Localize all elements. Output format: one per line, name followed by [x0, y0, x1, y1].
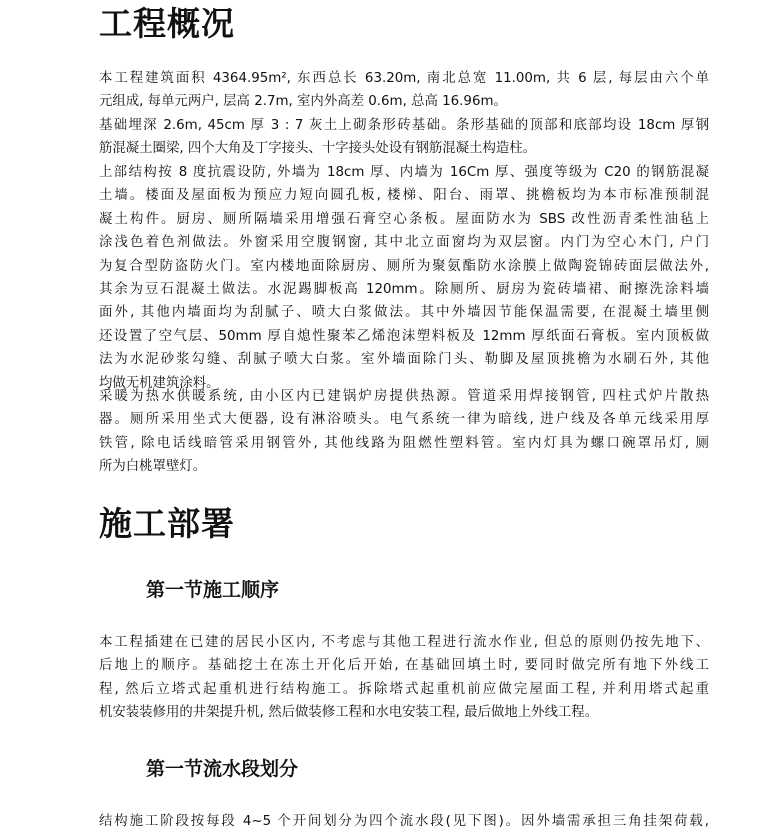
paragraph-sequence [99, 631, 709, 725]
text-line: 本工程插建在已建的居民小区内, 不考虑与其他工程进行流水作业, 但总的原则仍按先地下、 [99, 635, 709, 650]
text-line: 基础埋深 2.6m, 45cm 厚 3 : 7 灰土上砌条形砖基础。条形基础的顶部和底部均设 18cm 厚钢 [99, 118, 709, 133]
text-line: 采暖为热水供暖系统, 由小区内已建锅炉房提供热源。管道采用焊接钢管, 四柱式炉片散热 [99, 389, 709, 404]
text-line: 还设置了空气层、50mm 厚自熄性聚苯乙烯泡沫塑料板及 12mm 厚纸面石膏板。室内顶板做 [99, 328, 709, 344]
subsection-title-sequence: 第一节施工顺序 [146, 579, 280, 601]
text-line: 筋混凝土圈梁, 四个大角及丁字接头、十字接头处设有钢筋混凝土构造柱。 [99, 141, 537, 157]
text-line: 面外, 其他内墙面均为刮腻子、喷大白浆做法。其中外墙因节能保温需要, 在混凝土墙里侧 [99, 305, 709, 321]
text-line: 其余为豆石混凝土做法。水泥踢脚板高 120mm。除厕所、厨房为瓷砖墙裙、耐擦洗涂料墙 [99, 282, 709, 298]
paragraph-structure [99, 161, 709, 395]
text-line: 后地上的顺序。基础挖土在冻土开化后开始, 在基础回填土时, 要同时做完所有地下外线工 [99, 658, 709, 674]
text-line: 所为白桃罩壁灯。 [99, 459, 207, 475]
text-line: 法为水泥砂浆勾缝、刮腻子喷大白浆。室外墙面除门头、勒脚及屋顶挑檐为水刷石外, 其他 [99, 352, 709, 368]
paragraph-foundation [99, 114, 709, 161]
text-line: 为复合型防盗防火门。室内楼地面除厨房、厕所为聚氨酯防水涂膜上做陶瓷锦砖面层做法外, [99, 258, 709, 274]
text-line: 铁管, 除电话线暗管采用钢管外, 其他线路为阻燃性塑料管。室内灯具为螺口碗罩吊灯, 厕 [99, 435, 709, 451]
subsection-title-flow-segments: 第一节流水段划分 [146, 758, 299, 780]
text-line: 结构施工阶段按每段 4~5 个开间划分为四个流水段(见下图)。因外墙需承担三角挂架荷载, [99, 814, 709, 829]
paragraph-services [99, 385, 709, 479]
text-line: 土墙。楼面及屋面板为预应力短向圆孔板, 楼梯、阳台、雨罩、挑檐板均为本市标准预制混 [99, 188, 709, 204]
text-line: 凝土构件。厨房、厕所隔墙采用增强石膏空心条板。屋面防水为 SBS 改性沥青柔性油毡上 [99, 211, 709, 227]
text-line: 上部结构按 8 度抗震设防, 外墙为 18cm 厚、内墙为 16Cm 厚、强度等级为 C20 的钢筋混凝 [99, 165, 709, 180]
text-line: 涂浅色着色剂做法。外窗采用空腹钢窗, 其中北立面窗均为双层窗。内门为空心木门, 户门 [99, 235, 709, 251]
text-line: 本工程建筑面积 4364.95m², 东西总长 63.20m, 南北总宽 11.00m, 共 6 层, 每层由六个单 [99, 71, 709, 86]
text-line: 机安装装修用的井架提升机, 然后做装修工程和水电安装工程, 最后做地上外线工程。 [99, 705, 599, 721]
paragraph-flow-segments [99, 810, 709, 833]
text-line: 均做无机建筑涂料。 [99, 375, 220, 391]
paragraph-overview-1 [99, 67, 709, 114]
text-line: 程, 然后立塔式起重机进行结构施工。拆除塔式起重机前应做完屋面工程, 并利用塔式起重 [99, 681, 709, 697]
text-line: 器。厕所采用坐式大便器, 设有淋浴喷头。电气系统一律为暗线, 进户线及各单元线采用厚 [99, 412, 709, 428]
section-title-deployment: 施工部署 [99, 504, 235, 543]
text-line: 元组成, 每单元两户, 层高 2.7m, 室内外高差 0.6m, 总高 16.96m。 [99, 94, 507, 110]
section-title-overview: 工程概况 [99, 4, 235, 43]
